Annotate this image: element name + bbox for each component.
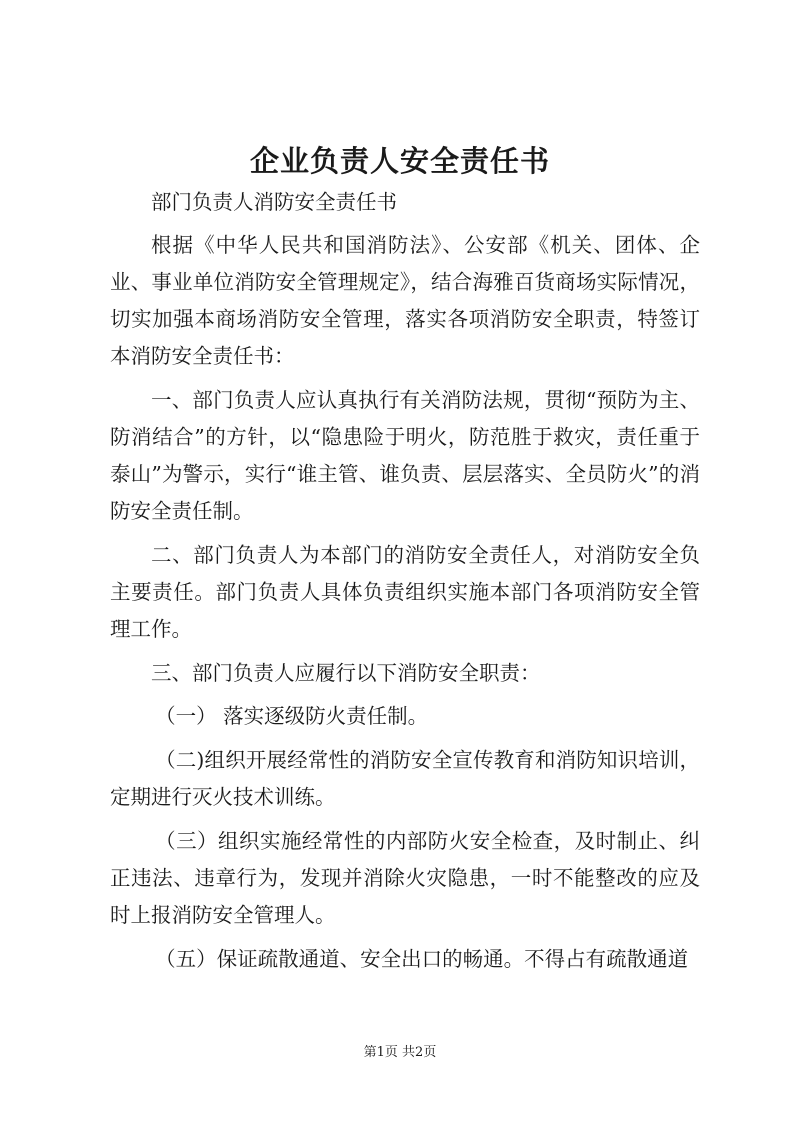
paragraph-clause-2: 二、部门负责人为本部门的消防安全责任人，对消防安全负主要责任。部门负责人具体负责组织实施本部门各项消防安全管理工作。	[110, 543, 700, 641]
document-title: 企业负责人安全责任书	[249, 144, 550, 178]
paragraph-item-3: （三）组织实施经常性的内部防火安全检查，及时制止、纠正违法、违章行为，发现并消除火灾隐患，一时不能整改的应及时上报消防安全管理人。	[110, 829, 700, 927]
paragraph-item-5: （五）保证疏散通道、安全出口的畅通。不得占有疏散通道	[155, 947, 689, 971]
paragraph-subtitle: 部门负责人消防安全责任书	[151, 190, 397, 214]
paragraph-intro: 根据《中华人民共和国消防法》、公安部《机关、团体、企业、事业单位消防安全管理规定》，结合海雅百货商场实际情况，切实加强本商场消防安全管理，落实各项消防安全职责，特签订本消防安全责任书：	[110, 233, 700, 368]
paragraph-clause-1: 一、部门负责人应认真执行有关消防法规，贯彻“预防为主、防消结合”的方针，以“隐患险于明火，防范胜于救灾，责任重于泰山”为警示，实行“谁主管、谁负责、层层落实、全员防火”的消防安全责任制。	[110, 388, 700, 523]
paragraph-item-2: （二)组织开展经常性的消防安全宣传教育和消防知识培训，定期进行灭火技术训练。	[110, 748, 700, 809]
document-body	[110, 184, 700, 978]
page-indicator: 第1页 共2页	[363, 1045, 437, 1060]
paragraph-clause-3: 三、部门负责人应履行以下消防安全职责：	[151, 661, 541, 685]
paragraph-item-1: （一） 落实逐级防火责任制。	[155, 704, 429, 728]
